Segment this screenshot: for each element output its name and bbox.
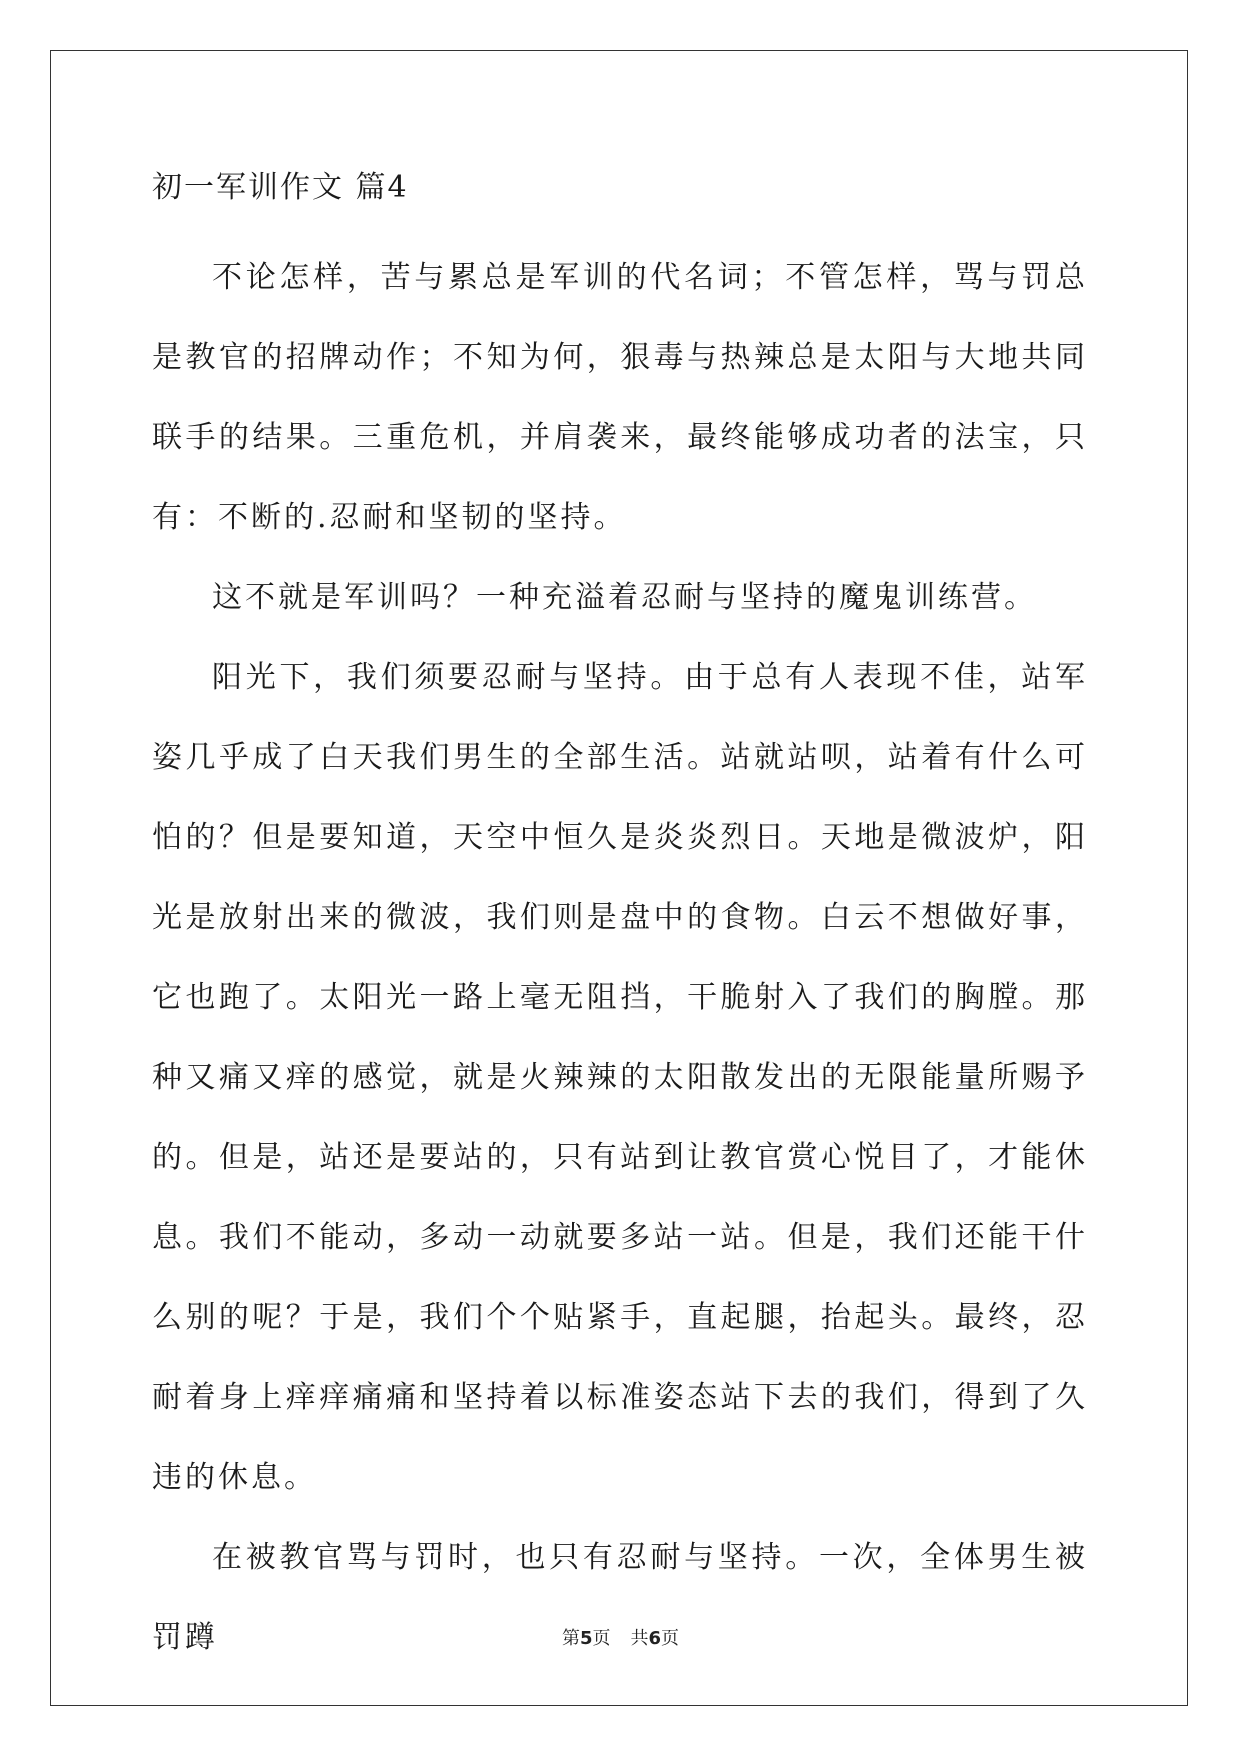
page-total: 6 bbox=[648, 1628, 662, 1649]
total-suffix: 页 bbox=[661, 1628, 680, 1649]
page-prefix: 第 bbox=[561, 1628, 580, 1649]
document-title: 初一军训作文 篇4 bbox=[152, 170, 409, 205]
paragraph-3: 阳光下，我们须要忍耐与坚持。由于总有人表现不佳，站军姿几乎成了白天我们男生的全部生活。站就站呗，站着有什么可怕的？但是要知道，天空中恒久是炎炎烈日。天地是微波炉，阳光是放射出来的微波，我们则是盘中的食物。白云不想做好事，它也跑了。太阳光一路上毫无阻挡，干脆射入了我们的胸膛。那种又痛又痒的感觉，就是火辣辣的太阳散发出的无限能量所赐予的。但是，站还是要站的，只有站到让教官赏心悦目了，才能休息。我们不能动，多动一动就要多站一站。但是，我们还能干什么别的呢？于是，我们个个贴紧手，直起腿，抬起头。最终，忍耐着身上痒痒痛痛和坚持着以标准姿态站下去的我们，得到了久违的休息。 bbox=[152, 660, 1088, 1495]
paragraph-4: 在被教官骂与罚时，也只有忍耐与坚持。一次，全体男生被罚蹲 bbox=[152, 1540, 1088, 1655]
page-suffix: 页 bbox=[592, 1628, 611, 1649]
paragraph-2: 这不就是军训吗？一种充溢着忍耐与坚持的魔鬼训练营。 bbox=[212, 580, 1037, 615]
page-footer bbox=[0, 1624, 1241, 1650]
document-body bbox=[152, 168, 1088, 1678]
page-current: 5 bbox=[579, 1628, 593, 1649]
total-prefix: 共 bbox=[630, 1628, 649, 1649]
paragraph-1: 不论怎样，苦与累总是军训的代名词；不管怎样，骂与罚总是教官的招牌动作；不知为何，狠毒与热辣总是太阳与大地共同联手的结果。三重危机，并肩袭来，最终能够成功者的法宝，只有：不断的.忍耐和坚韧的坚持。 bbox=[152, 260, 1088, 535]
